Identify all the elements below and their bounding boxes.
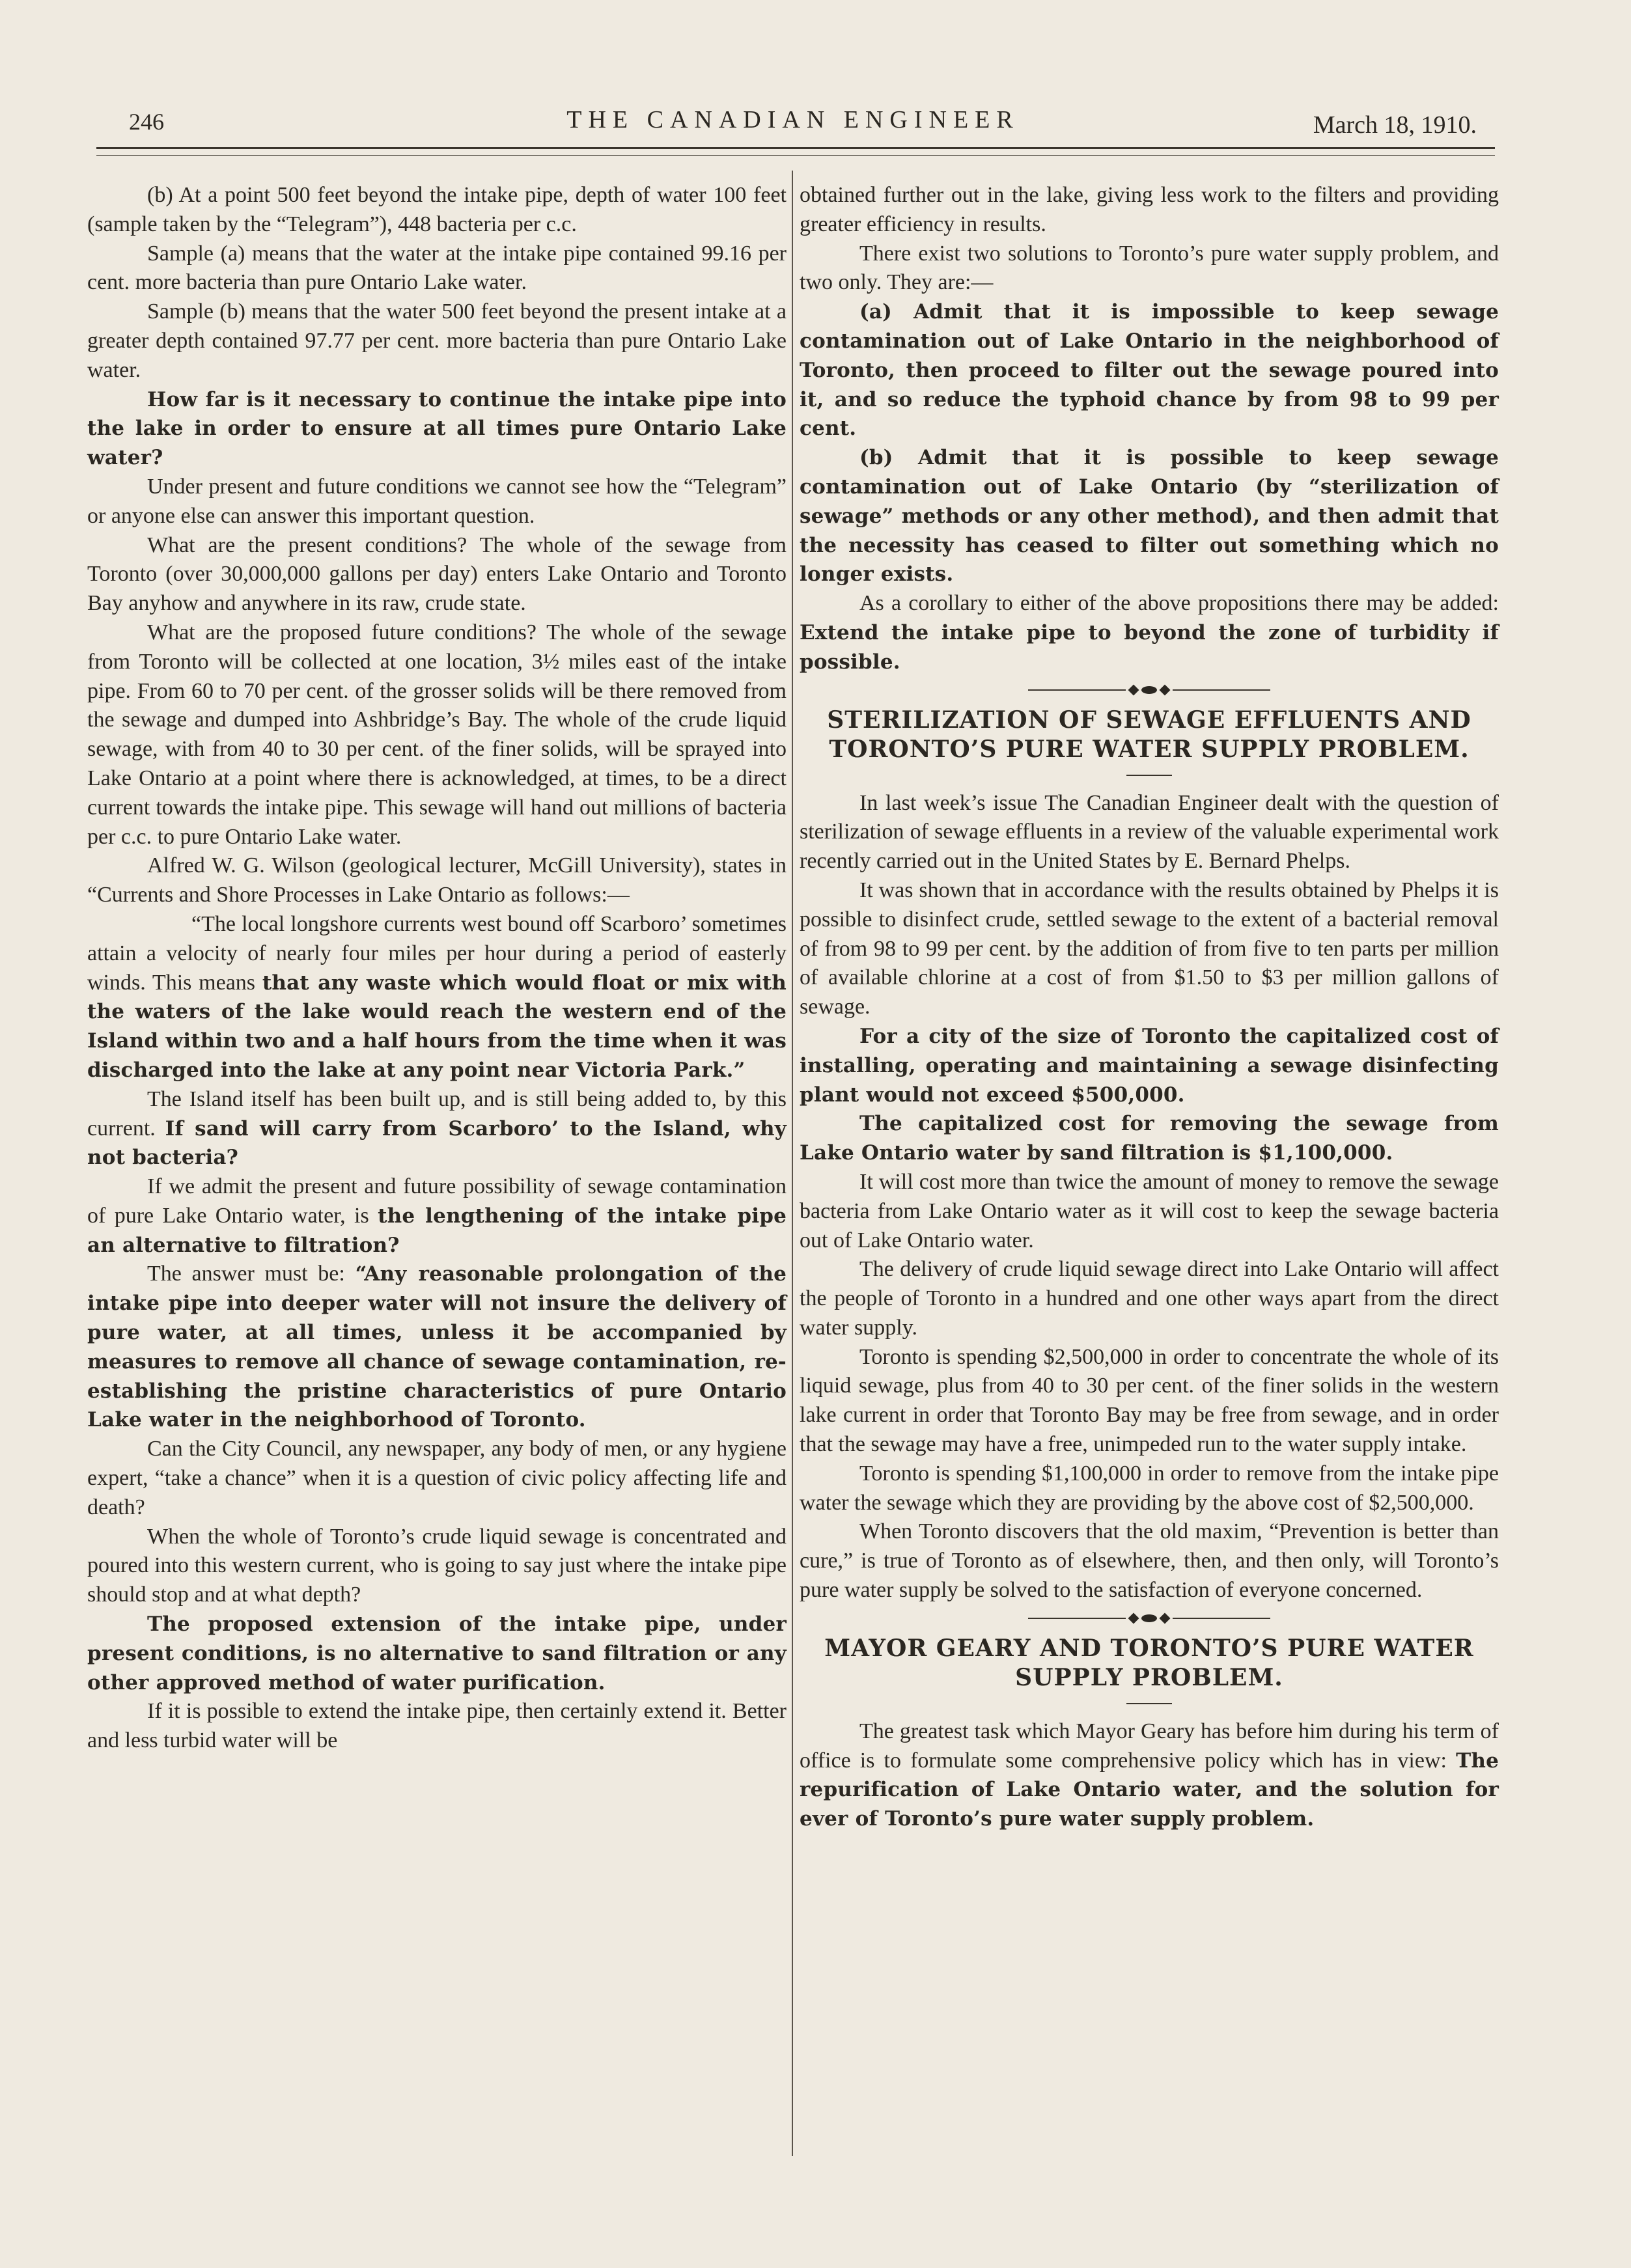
paragraph: It will cost more than twice the amount of money to remove the sewage bacteria from Lake Ontario water as it will cost to keep the sewage bacteria out of Lake Ontario water. <box>800 1169 1499 1252</box>
paragraph: Toronto is spending $2,500,000 in order to concentrate the whole of its liquid sewage, plus from 40 to 30 per cent. of the finer solids in the western lake current in order that Toronto Bay may be free from sewage, and in order that the sewage may have a free, unimpeded run to the water supply intake. <box>800 1344 1499 1457</box>
paragraph: In last week’s issue The Canadian Engineer dealt with the question of sterilization of sewage effluents in a review of the valuable experimental work recently carried out in the United States by E. Bernard Phelps. <box>800 790 1499 874</box>
paragraph: The delivery of crude liquid sewage direct into Lake Ontario will affect the people of Toronto in a hundred and one other ways apart from the direct water supply. <box>800 1257 1499 1340</box>
paragraph: What are the proposed future conditions? The whole of the sewage from Toronto will be collected at one location, 3½ miles east of the intake pipe. From 60 to 70 per cent. of the grosser solids will be there removed from the sewage and dumped into Ashbridge’s Bay. The whole of the crude liquid sewage, with from 40 to 30 per cent. of the finer solids, will be sprayed into Lake Ontario at a point where there is acknowledged, at times, to be a direct current towards the intake pipe. This sewage will hand out millions of bacteria per c.c. to pure Ontario Lake water. <box>87 620 787 849</box>
paragraph-text-bold: “Any reasonable prolongation of the intake pipe into deeper water will not insure the delivery of pure water, at all times, unless it be accompanied by measures to remove all chance of sewage contamination, re-establishing the pristine characteristics of pure Ontario Lake water in the neighborhood of Toronto. <box>87 1262 787 1432</box>
paragraph: obtained further out in the lake, giving less work to the filters and providing greater efficiency in results. <box>800 183 1499 236</box>
issue-date: March 18, 1910. <box>1313 111 1477 139</box>
paragraph-text-bold: Extend the intake pipe to beyond the zone of turbidity if possible. <box>800 620 1499 674</box>
left-column <box>87 181 787 1756</box>
ornament-center <box>1141 686 1157 694</box>
paragraph: Sample (a) means that the water at the intake pipe contained 99.16 per cent. more bacteria than pure Ontario Lake water. <box>87 241 787 295</box>
section-ornament <box>800 1609 1499 1627</box>
paragraph-bold: The proposed extension of the intake pipe, under present conditions, is no alternative to sand filtration or any other approved method of water purification. <box>87 1612 787 1694</box>
quote-text: “The local longshore currents west bound off Scarboro’ sometimes attain a velocity of nearly four miles per hour during a period of easterly winds. This means <box>87 911 787 995</box>
paragraph-bold: How far is it necessary to continue the intake pipe into the lake in order to ensure at all times pure Ontario Lake water? <box>87 387 787 470</box>
ornament-diamond <box>1128 684 1139 695</box>
article-heading: STERILIZATION OF SEWAGE EFFLUENTS AND TORONTO’S PURE WATER SUPPLY PROBLEM. <box>827 706 1471 763</box>
ornament-diamond <box>1160 1612 1171 1624</box>
paragraph-bold: For a city of the size of Toronto the capitalized cost of installing, operating and maintaining a sewage disinfecting plant would not exceed $500,000. <box>800 1024 1499 1107</box>
paragraph-text: The answer must be: <box>147 1262 345 1286</box>
paragraph: If it is possible to extend the intake pipe, then certainly extend it. Better and less turbid water will be <box>87 1699 787 1753</box>
column-divider <box>792 171 793 2156</box>
ornament-center <box>1141 1614 1157 1622</box>
paragraph-bold: (b) Admit that it is possible to keep sewage contamination out of Lake Ontario (by “sterilization of sewage” methods or any other method), and then admit that the necessity has ceased to filter out something which no longer exists. <box>800 446 1499 587</box>
paragraph-text-bold: the lengthening of the intake pipe an alternative to filtration? <box>87 1204 787 1257</box>
paragraph-bold: (a) Admit that it is impossible to keep sewage contamination out of Lake Ontario in the neighborhood of Toronto, then proceed to filter out the sewage poured into it, and so reduce the typhoid chance by from 98 to 99 per cent. <box>800 300 1499 441</box>
paragraph-text-bold: If sand will carry from Scarboro’ to the Island, why not bacteria? <box>87 1116 787 1170</box>
paragraph: It was shown that in accordance with the results obtained by Phelps it is possible to disinfect crude, settled sewage to the extent of a bacterial removal of from 98 to 99 per cent. by the addition of from five to ten parts per million of available chlorine at a cost of from $1.50 to $3 per million gallons of sewage. <box>800 878 1499 1019</box>
paragraph-text: The Island itself has been built up, and is still being added to, by this current. <box>87 1086 787 1141</box>
paragraph: When the whole of Toronto’s crude liquid sewage is concentrated and poured into this western current, who is going to say just where the intake pipe should stop and at what depth? <box>87 1524 787 1607</box>
paragraph-text: The greatest task which Mayor Geary has before him during his term of office is to formulate some comprehensive policy which has in view: <box>800 1719 1499 1773</box>
paragraph: (b) At a point 500 feet beyond the intake pipe, depth of water 100 feet (sample taken by the “Telegram”), 448 bacteria per c.c. <box>87 183 787 236</box>
ornament-line <box>1028 689 1126 691</box>
paragraph: Under present and future conditions we cannot see how the “Telegram” or anyone else can answer this important question. <box>87 474 787 528</box>
ornament-line <box>1173 689 1270 691</box>
quote-text-bold: that any waste which would float or mix with the waters of the lake would reach the western end of the Island within two and a half hours from the time when it was discharged into the lake at any point near Victoria Park.” <box>87 971 787 1082</box>
paragraph <box>800 1717 1499 1834</box>
paragraph-text: If we admit the present and future possibility of sewage contamination of pure Lake Ontario water, is <box>87 1174 787 1228</box>
block-quote <box>87 910 787 1085</box>
page-header <box>96 103 1490 142</box>
ornament-line <box>1173 1618 1270 1619</box>
ornament-diamond <box>1128 1612 1139 1624</box>
header-rule-thin <box>96 155 1495 156</box>
paragraph: What are the present conditions? The whole of the sewage from Toronto (over 30,000,000 gallons per day) enters Lake Ontario and Toronto Bay anyhow and anywhere in its raw, crude state. <box>87 532 787 616</box>
paragraph <box>87 1085 787 1172</box>
paragraph: When Toronto discovers that the old maxim, “Prevention is better than cure,” is true of Toronto as of elsewhere, then, and then only, will Toronto’s pure water supply be solved to the satisfaction of everyone concerned. <box>800 1519 1499 1603</box>
header-rule <box>96 147 1495 149</box>
publication-title: THE CANADIAN ENGINEER <box>566 106 1020 133</box>
paragraph: Alfred W. G. Wilson (geological lecturer, McGill University), states in “Currents and Shore Processes in Lake Ontario as follows:— <box>87 853 787 907</box>
heading-rule <box>1126 775 1172 776</box>
article-heading: MAYOR GEARY AND TORONTO’S PURE WATER SUPPLY PROBLEM. <box>824 1634 1474 1691</box>
paragraph: Sample (b) means that the water 500 feet beyond the present intake at a greater depth contained 97.77 per cent. more bacteria than pure Ontario Lake water. <box>87 299 787 382</box>
ornament-diamond <box>1160 684 1171 695</box>
heading-rule <box>1126 1703 1172 1704</box>
paragraph-text-bold: The repurification of Lake Ontario water, and the solution for ever of Toronto’s pure water supply problem. <box>800 1749 1499 1831</box>
paragraph <box>87 1260 787 1435</box>
ornament-line <box>1028 1618 1126 1619</box>
right-column <box>800 181 1499 1834</box>
paragraph <box>87 1172 787 1260</box>
section-ornament <box>800 681 1499 699</box>
page-number: 246 <box>129 109 164 135</box>
paragraph-bold: The capitalized cost for removing the sewage from Lake Ontario water by sand filtration is $1,100,000. <box>800 1112 1499 1165</box>
paragraph: Can the City Council, any newspaper, any body of men, or any hygiene expert, “take a chance” when it is a question of civic policy affecting life and death? <box>87 1437 787 1519</box>
paragraph: There exist two solutions to Toronto’s pure water supply problem, and two only. They are:— <box>800 241 1499 295</box>
paragraph: Toronto is spending $1,100,000 in order to remove from the intake pipe water the sewage which they are providing by the above cost of $2,500,000. <box>800 1461 1499 1515</box>
paragraph <box>800 589 1499 676</box>
paragraph-text: As a corollary to either of the above propositions there may be added: <box>859 591 1499 616</box>
